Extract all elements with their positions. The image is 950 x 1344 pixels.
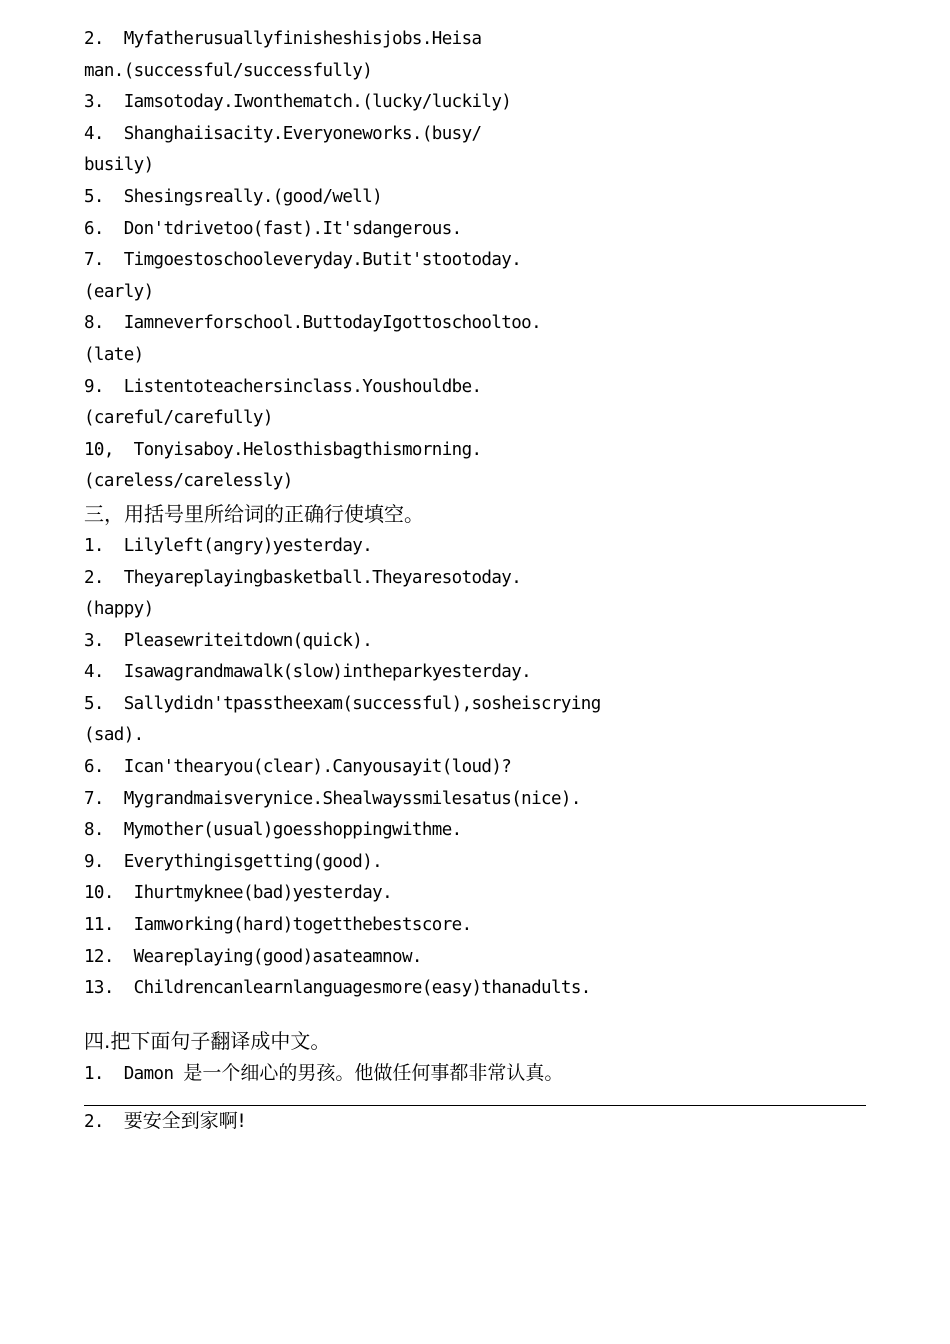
exercise-line: 8. Iamneverforschool.ButtodayIgottoschooltoo. bbox=[84, 313, 542, 334]
section-3-heading: 三，用括号里所给词的正确行使填空。 bbox=[84, 501, 424, 526]
section-4-heading: 四.把下面句子翻译成中文。 bbox=[84, 1028, 331, 1053]
exercise-line: 9. Everythingisgetting(good). bbox=[84, 851, 383, 872]
exercise-line: 11. Iamworking(hard)togetthebestscore. bbox=[84, 915, 472, 936]
exercise-line: (happy) bbox=[84, 599, 154, 620]
item-chinese-text: 要安全到家啊! bbox=[123, 1110, 246, 1133]
exercise-line: 12. Weareplaying(good)asateamnow. bbox=[84, 946, 422, 967]
exercise-line: (late) bbox=[84, 344, 144, 365]
exercise-line: (early) bbox=[84, 281, 154, 302]
exercise-line: 5. Sallydidn'tpasstheexam(successful),sosheiscrying bbox=[84, 693, 601, 714]
exercise-line: 8. Mymother(usual)goesshoppingwithme. bbox=[84, 820, 462, 841]
exercise-line: 6. Ican'thearyou(clear).Canyousayit(loud)? bbox=[84, 757, 512, 778]
worksheet-page bbox=[84, 24, 866, 1138]
section-spacer bbox=[84, 1005, 866, 1025]
exercise-section-2 bbox=[84, 24, 866, 498]
exercise-line: 6. Don'tdrivetoo(fast).It'sdangerous. bbox=[84, 218, 462, 239]
item-english-text: Damon bbox=[123, 1063, 184, 1084]
translation-item-2 bbox=[84, 1106, 866, 1138]
exercise-line: 3. Pleasewriteitdown(quick). bbox=[84, 630, 373, 651]
exercise-line: 2. Myfatherusuallyfinisheshisjobs.Heisa bbox=[84, 29, 482, 49]
item-chinese-text: 是一个细心的男孩。他做任何事都非常认真。 bbox=[183, 1061, 564, 1084]
exercise-line: 7. Mygrandmaisverynice.Shealwayssmilesatus(nice). bbox=[84, 788, 581, 809]
exercise-line: busily) bbox=[84, 155, 154, 176]
exercise-line: 4. Isawagrandmawalk(slow)intheparkyesterday. bbox=[84, 662, 532, 683]
exercise-line: (careful/carefully) bbox=[84, 408, 273, 429]
exercise-line: man.(successful/successfully) bbox=[84, 60, 373, 81]
exercise-line: 4. Shanghaiisacity.Everyoneworks.(busy/ bbox=[84, 123, 482, 144]
item-number: 2. bbox=[84, 1112, 124, 1133]
exercise-line: 13. Childrencanlearnlanguagesmore(easy)thanadults. bbox=[84, 978, 591, 999]
exercise-section-3 bbox=[84, 531, 866, 1005]
exercise-line: 7. Timgoestoschooleveryday.Butit'stootoday. bbox=[84, 250, 522, 271]
exercise-line: 1. Lilyleft(angry)yesterday. bbox=[84, 535, 373, 556]
exercise-line: (careless/carelessly) bbox=[84, 471, 293, 492]
translation-item-1 bbox=[84, 1058, 866, 1090]
exercise-line: 2. Theyareplayingbasketball.Theyaresotoday. bbox=[84, 567, 522, 588]
exercise-line: 10. Ihurtmyknee(bad)yesterday. bbox=[84, 883, 393, 904]
exercise-line: (sad). bbox=[84, 725, 144, 746]
exercise-line: 5. Shesingsreally.(good/well) bbox=[84, 186, 383, 207]
exercise-line: 9. Listentoteachersinclass.Youshouldbe. bbox=[84, 376, 482, 397]
item-number: 1. bbox=[84, 1063, 124, 1084]
exercise-line: 3. Iamsotoday.Iwonthematch.(lucky/luckily) bbox=[84, 92, 512, 113]
exercise-line: 10, Tonyisaboy.Helosthisbagthismorning. bbox=[84, 439, 482, 460]
